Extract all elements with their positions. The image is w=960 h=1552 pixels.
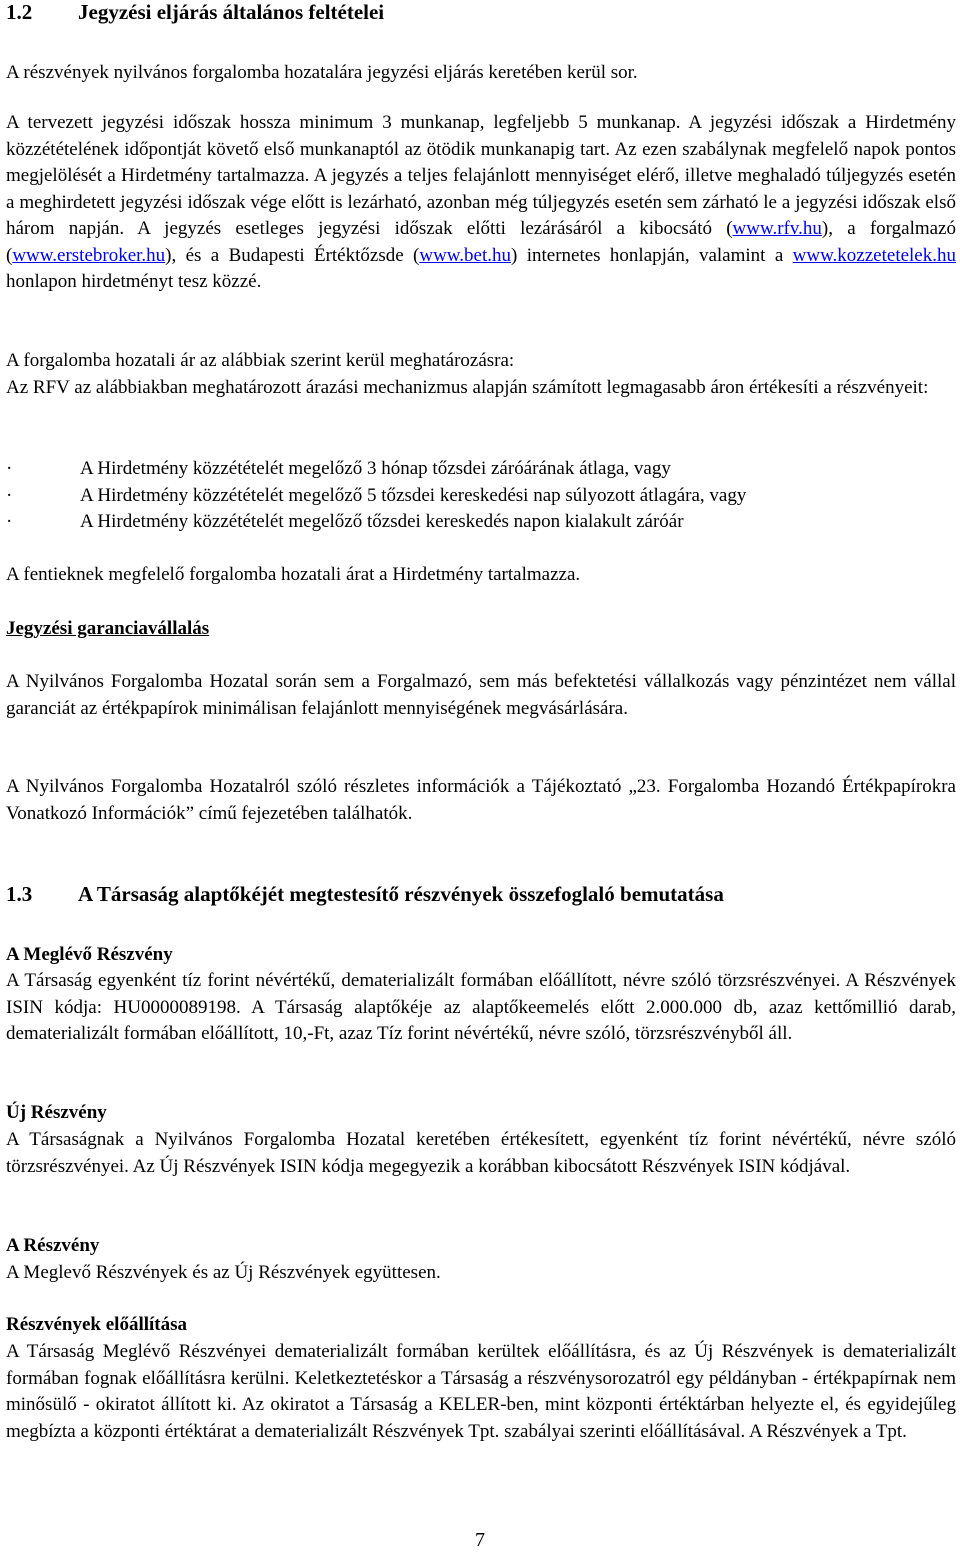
bullet-marker: · — [6, 511, 13, 532]
subheading-the-share: A Részvény — [6, 1235, 100, 1256]
link-kozzetetelek[interactable]: www.kozzetetelek.hu — [792, 244, 956, 266]
bullet-marker: · — [6, 484, 13, 506]
bullet-marker: · — [6, 458, 13, 479]
subheading-share-production: Részvények előállítása — [6, 1314, 188, 1335]
paragraph-new-share: A Társaságnak a Nyilvános Forgalomba Hozatal keretében értékesített, egyenként tíz forint névértékű, névre szóló törzsrészvényei. Az Új Részvények ISIN kódja megegyezik a korábban kibocsátott Részvények ISIN kódjával. — [6, 1129, 956, 1177]
section-number: 1.2 — [6, 0, 33, 24]
section-title: Jegyzési eljárás általános feltételei — [78, 0, 385, 24]
paragraph-share-production: A Társaság Meglévő Részvényei dematerializált formában kerültek előállításra, és az Új Részvények is dematerializált formában fognak előállításra kerülni. Keletkeztetéskor a Társaság a részvénysorozatról egy példányban - értékpapírnak nem minősülő - okiratot állított ki. Az okiratot a Társaság a KELER-ben, mint központi értéktárban helyezte el, és egyidejűleg megbízta a központi értéktárat a dematerializált Részvények Tpt. szabályai szerinti előállításával. A Részvények a Tpt. — [6, 1341, 956, 1442]
paragraph-offering-info: A Nyilvános Forgalomba Hozatalról szóló részletes információk a Tájékoztató „23. Forgalomba Hozandó Értékpapírokra Vonatkozó Információk” című fejezetében találhatók. — [6, 776, 956, 824]
page-number: 7 — [475, 1529, 485, 1551]
section-number: 1.3 — [6, 882, 33, 906]
paragraph-existing-share: A Társaság egyenként tíz forint névértékű, dematerializált formában előállított, névre szóló törzsrészvényei. A Részvények ISIN kódja: HU0000089198. A Társaság alaptőkéje az alaptőkeemelés előtt 2.000.000 db, azaz kettőmillió darab, dematerializált formában előállított, 10,-Ft, azaz Tíz forint névértékű, névre szóló, törzsrészvényből áll. — [6, 970, 956, 1044]
section-heading-1-3 — [6, 882, 724, 906]
subheading-existing-share: A Meglévő Részvény — [6, 944, 173, 965]
paragraph-guarantee: A Nyilvános Forgalomba Hozatal során sem a Forgalmazó, sem más befektetési vállalkozás vagy pénzintézet nem vállal garanciát az értékpapírok minimálisan felajánlott mennyiségének megvásárlására. — [6, 671, 956, 719]
link-rfv[interactable]: www.rfv.hu — [732, 218, 822, 239]
paragraph-price-intro: A forgalomba hozatali ár az alábbiak szerint kerül meghatározásra: — [6, 350, 515, 371]
subheading-new-share: Új Részvény — [6, 1102, 107, 1123]
list-item: · A Hirdetmény közzétételét megelőző 3 hónap tőzsdei záróárának átlaga, vagy — [6, 456, 956, 483]
paragraph-price-mechanism: Az RFV az alábbiakban meghatározott árazási mechanizmus alapján számított legmagasabb áron értékesíti a részvényeit: — [6, 377, 929, 398]
link-bet[interactable]: www.bet.hu — [419, 244, 512, 266]
paragraph-price-in-notice: A fentieknek megfelelő forgalomba hozatali árat a Hirdetmény tartalmazza. — [6, 564, 581, 585]
section-title: A Társaság alaptőkéjét megtestesítő részvények összefoglaló bemutatása — [78, 882, 724, 906]
subheading-guarantee: Jegyzési garanciavállalás — [6, 618, 210, 639]
link-erstebroker[interactable]: www.erstebroker.hu — [12, 244, 166, 266]
paragraph-subscription-period: A tervezett jegyzési időszak hossza minimum 3 munkanap, legfeljebb 5 munkanap. A jegyzési időszak a Hirdetmény közzétételének időpontját követő első munkanaptól az ötödik munkanapig tart. Az ezen szabálynak megfelelő napok pontos megjelölését a Hirdetmény tartalmazza. A jegyzés a teljes felajánlott mennyiséget elérő, illetve meghaladó túljegyzés esetén a meghirdetett jegyzési időszak vége előtt is lezárható, azonban még túljegyzés esetén sem zárható le a jegyzési időszak első három napján. A jegyzés esetleges jegyzési időszak előtti lezárásáról a kibocsátó (www.rfv.hu), a forgalmazó (www.erstebroker.hu), és a Budapesti Értéktőzsde (www.bet.hu) internetes honlapján, valamint a www.kozzetetelek.hu honlapon hirdetményt tesz közzé. — [6, 112, 956, 292]
list-item: · A Hirdetmény közzétételét megelőző 5 tőzsdei kereskedési nap súlyozott átlagára, vagy — [6, 483, 956, 510]
section-heading-1-2 — [6, 0, 384, 24]
paragraph-the-share: A Meglevő Részvények és az Új Részvények együttesen. — [6, 1262, 441, 1283]
list-item: · A Hirdetmény közzétételét megelőző tőzsdei kereskedés napon kialakult záróár — [6, 509, 956, 536]
price-bullet-list — [6, 456, 956, 536]
paragraph-public-offering: A részvények nyilvános forgalomba hozatalára jegyzési eljárás keretében kerül sor. — [6, 62, 638, 83]
